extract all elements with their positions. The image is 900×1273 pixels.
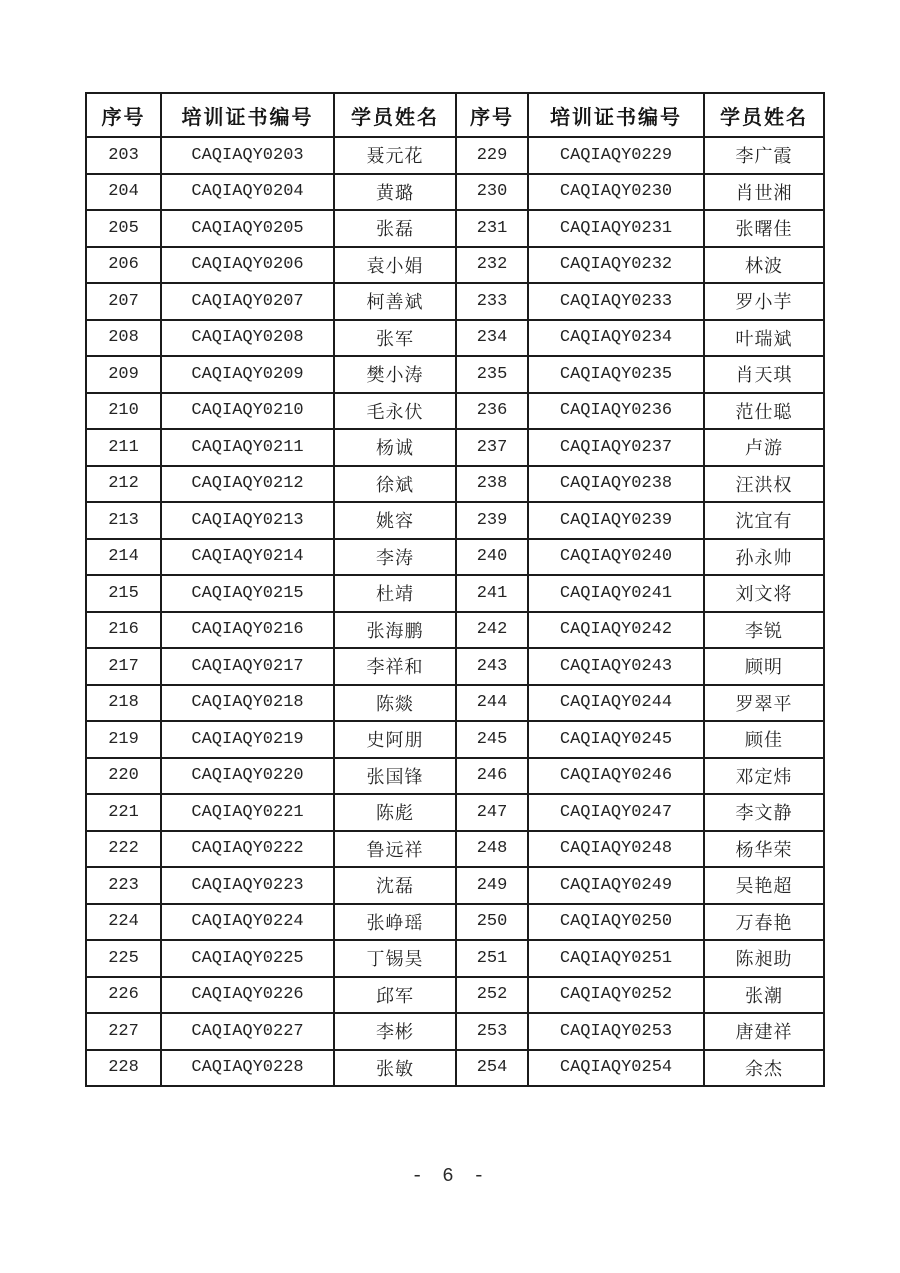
certificate-cell: CAQIAQY0234: [528, 320, 704, 357]
serial-cell: 227: [86, 1013, 161, 1050]
certificate-cell: CAQIAQY0254: [528, 1050, 704, 1087]
serial-cell: 211: [86, 429, 161, 466]
certificate-cell: CAQIAQY0219: [161, 721, 334, 758]
column-header-certificate: 培训证书编号: [161, 93, 334, 137]
certificate-cell: CAQIAQY0245: [528, 721, 704, 758]
certificate-cell: CAQIAQY0240: [528, 539, 704, 576]
table-row: [86, 1013, 824, 1050]
name-cell: 刘文将: [704, 575, 824, 612]
serial-cell: 240: [456, 539, 528, 576]
serial-cell: 253: [456, 1013, 528, 1050]
name-cell: 张敏: [334, 1050, 456, 1087]
certificate-cell: CAQIAQY0248: [528, 831, 704, 868]
certificate-cell: CAQIAQY0231: [528, 210, 704, 247]
name-cell: 张磊: [334, 210, 456, 247]
name-cell: 孙永帅: [704, 539, 824, 576]
certificate-cell: CAQIAQY0244: [528, 685, 704, 722]
serial-cell: 249: [456, 867, 528, 904]
serial-cell: 215: [86, 575, 161, 612]
serial-cell: 236: [456, 393, 528, 430]
name-cell: 沈磊: [334, 867, 456, 904]
name-cell: 罗翠平: [704, 685, 824, 722]
serial-cell: 213: [86, 502, 161, 539]
certificate-cell: CAQIAQY0232: [528, 247, 704, 284]
name-cell: 杜靖: [334, 575, 456, 612]
certificate-cell: CAQIAQY0224: [161, 904, 334, 941]
name-cell: 樊小涛: [334, 356, 456, 393]
serial-cell: 254: [456, 1050, 528, 1087]
certificate-cell: CAQIAQY0251: [528, 940, 704, 977]
name-cell: 张曙佳: [704, 210, 824, 247]
name-cell: 柯善斌: [334, 283, 456, 320]
certificate-cell: CAQIAQY0239: [528, 502, 704, 539]
table-row: [86, 429, 824, 466]
name-cell: 李广霞: [704, 137, 824, 174]
name-cell: 陈彪: [334, 794, 456, 831]
name-cell: 李文静: [704, 794, 824, 831]
serial-cell: 238: [456, 466, 528, 503]
certificate-cell: CAQIAQY0205: [161, 210, 334, 247]
serial-cell: 220: [86, 758, 161, 795]
certificate-cell: CAQIAQY0253: [528, 1013, 704, 1050]
certificate-cell: CAQIAQY0227: [161, 1013, 334, 1050]
certificate-cell: CAQIAQY0206: [161, 247, 334, 284]
name-cell: 杨诚: [334, 429, 456, 466]
serial-cell: 206: [86, 247, 161, 284]
name-cell: 鲁远祥: [334, 831, 456, 868]
name-cell: 顾明: [704, 648, 824, 685]
name-cell: 张峥瑶: [334, 904, 456, 941]
certificate-cell: CAQIAQY0214: [161, 539, 334, 576]
column-header-name: 学员姓名: [704, 93, 824, 137]
serial-cell: 248: [456, 831, 528, 868]
serial-cell: 221: [86, 794, 161, 831]
name-cell: 吴艳超: [704, 867, 824, 904]
table-row: [86, 320, 824, 357]
name-cell: 邱军: [334, 977, 456, 1014]
table-header-row: [86, 93, 824, 137]
name-cell: 肖天琪: [704, 356, 824, 393]
table-row: [86, 904, 824, 941]
name-cell: 张潮: [704, 977, 824, 1014]
certificate-cell: CAQIAQY0215: [161, 575, 334, 612]
name-cell: 毛永伏: [334, 393, 456, 430]
serial-cell: 242: [456, 612, 528, 649]
name-cell: 陈燚: [334, 685, 456, 722]
certificate-cell: CAQIAQY0204: [161, 174, 334, 211]
serial-cell: 209: [86, 356, 161, 393]
name-cell: 汪洪权: [704, 466, 824, 503]
certificate-cell: CAQIAQY0226: [161, 977, 334, 1014]
name-cell: 林波: [704, 247, 824, 284]
certificate-cell: CAQIAQY0213: [161, 502, 334, 539]
table-row: [86, 758, 824, 795]
serial-cell: 205: [86, 210, 161, 247]
certificate-cell: CAQIAQY0207: [161, 283, 334, 320]
name-cell: 沈宜有: [704, 502, 824, 539]
certificate-cell: CAQIAQY0230: [528, 174, 704, 211]
certificate-cell: CAQIAQY0238: [528, 466, 704, 503]
serial-cell: 233: [456, 283, 528, 320]
serial-cell: 230: [456, 174, 528, 211]
name-cell: 卢游: [704, 429, 824, 466]
certificate-cell: CAQIAQY0236: [528, 393, 704, 430]
table-row: [86, 283, 824, 320]
serial-cell: 247: [456, 794, 528, 831]
serial-cell: 251: [456, 940, 528, 977]
name-cell: 叶瑞斌: [704, 320, 824, 357]
trainee-certificate-table: [85, 92, 825, 1087]
table-row: [86, 539, 824, 576]
serial-cell: 244: [456, 685, 528, 722]
certificate-cell: CAQIAQY0210: [161, 393, 334, 430]
name-cell: 唐建祥: [704, 1013, 824, 1050]
serial-cell: 235: [456, 356, 528, 393]
certificate-cell: CAQIAQY0211: [161, 429, 334, 466]
column-header-serial: 序号: [86, 93, 161, 137]
table-row: [86, 502, 824, 539]
table-row: [86, 794, 824, 831]
serial-cell: 218: [86, 685, 161, 722]
serial-cell: 222: [86, 831, 161, 868]
serial-cell: 214: [86, 539, 161, 576]
certificate-cell: CAQIAQY0221: [161, 794, 334, 831]
certificate-cell: CAQIAQY0247: [528, 794, 704, 831]
certificate-cell: CAQIAQY0243: [528, 648, 704, 685]
certificate-cell: CAQIAQY0222: [161, 831, 334, 868]
certificate-cell: CAQIAQY0249: [528, 867, 704, 904]
serial-cell: 246: [456, 758, 528, 795]
table-row: [86, 721, 824, 758]
serial-cell: 241: [456, 575, 528, 612]
certificate-cell: CAQIAQY0237: [528, 429, 704, 466]
serial-cell: 219: [86, 721, 161, 758]
serial-cell: 245: [456, 721, 528, 758]
name-cell: 李涛: [334, 539, 456, 576]
name-cell: 张国锋: [334, 758, 456, 795]
name-cell: 李祥和: [334, 648, 456, 685]
name-cell: 张海鹏: [334, 612, 456, 649]
name-cell: 肖世湘: [704, 174, 824, 211]
table-row: [86, 393, 824, 430]
serial-cell: 210: [86, 393, 161, 430]
page-number: - 6 -: [411, 1165, 489, 1187]
serial-cell: 237: [456, 429, 528, 466]
certificate-cell: CAQIAQY0233: [528, 283, 704, 320]
certificate-cell: CAQIAQY0209: [161, 356, 334, 393]
column-header-certificate: 培训证书编号: [528, 93, 704, 137]
serial-cell: 216: [86, 612, 161, 649]
column-header-serial: 序号: [456, 93, 528, 137]
name-cell: 陈昶助: [704, 940, 824, 977]
table-row: [86, 466, 824, 503]
serial-cell: 225: [86, 940, 161, 977]
name-cell: 袁小娟: [334, 247, 456, 284]
table-row: [86, 247, 824, 284]
table-row: [86, 867, 824, 904]
name-cell: 丁锡昊: [334, 940, 456, 977]
name-cell: 范仕聪: [704, 393, 824, 430]
serial-cell: 223: [86, 867, 161, 904]
certificate-cell: CAQIAQY0223: [161, 867, 334, 904]
certificate-cell: CAQIAQY0225: [161, 940, 334, 977]
table-row: [86, 174, 824, 211]
serial-cell: 204: [86, 174, 161, 211]
serial-cell: 229: [456, 137, 528, 174]
serial-cell: 228: [86, 1050, 161, 1087]
serial-cell: 234: [456, 320, 528, 357]
serial-cell: 226: [86, 977, 161, 1014]
name-cell: 黄璐: [334, 174, 456, 211]
table-row: [86, 137, 824, 174]
certificate-cell: CAQIAQY0216: [161, 612, 334, 649]
table-row: [86, 831, 824, 868]
serial-cell: 243: [456, 648, 528, 685]
serial-cell: 250: [456, 904, 528, 941]
serial-cell: 207: [86, 283, 161, 320]
serial-cell: 232: [456, 247, 528, 284]
name-cell: 余杰: [704, 1050, 824, 1087]
table-row: [86, 940, 824, 977]
certificate-cell: CAQIAQY0217: [161, 648, 334, 685]
certificate-cell: CAQIAQY0228: [161, 1050, 334, 1087]
serial-cell: 208: [86, 320, 161, 357]
serial-cell: 252: [456, 977, 528, 1014]
table-row: [86, 575, 824, 612]
serial-cell: 217: [86, 648, 161, 685]
name-cell: 邓定炜: [704, 758, 824, 795]
table-row: [86, 648, 824, 685]
table-row: [86, 685, 824, 722]
column-header-name: 学员姓名: [334, 93, 456, 137]
table-row: [86, 612, 824, 649]
certificate-cell: CAQIAQY0229: [528, 137, 704, 174]
certificate-cell: CAQIAQY0241: [528, 575, 704, 612]
certificate-cell: CAQIAQY0242: [528, 612, 704, 649]
name-cell: 顾佳: [704, 721, 824, 758]
name-cell: 徐斌: [334, 466, 456, 503]
name-cell: 杨华荣: [704, 831, 824, 868]
certificate-cell: CAQIAQY0250: [528, 904, 704, 941]
name-cell: 聂元花: [334, 137, 456, 174]
certificate-cell: CAQIAQY0212: [161, 466, 334, 503]
name-cell: 罗小芋: [704, 283, 824, 320]
table-row: [86, 977, 824, 1014]
serial-cell: 239: [456, 502, 528, 539]
certificate-cell: CAQIAQY0235: [528, 356, 704, 393]
name-cell: 万春艳: [704, 904, 824, 941]
serial-cell: 224: [86, 904, 161, 941]
name-cell: 姚容: [334, 502, 456, 539]
certificate-cell: CAQIAQY0218: [161, 685, 334, 722]
table-row: [86, 210, 824, 247]
name-cell: 张军: [334, 320, 456, 357]
table-row: [86, 1050, 824, 1087]
certificate-cell: CAQIAQY0203: [161, 137, 334, 174]
certificate-cell: CAQIAQY0246: [528, 758, 704, 795]
serial-cell: 231: [456, 210, 528, 247]
name-cell: 李锐: [704, 612, 824, 649]
certificate-cell: CAQIAQY0220: [161, 758, 334, 795]
certificate-cell: CAQIAQY0252: [528, 977, 704, 1014]
serial-cell: 212: [86, 466, 161, 503]
certificate-cell: CAQIAQY0208: [161, 320, 334, 357]
name-cell: 李彬: [334, 1013, 456, 1050]
serial-cell: 203: [86, 137, 161, 174]
name-cell: 史阿朋: [334, 721, 456, 758]
table-row: [86, 356, 824, 393]
